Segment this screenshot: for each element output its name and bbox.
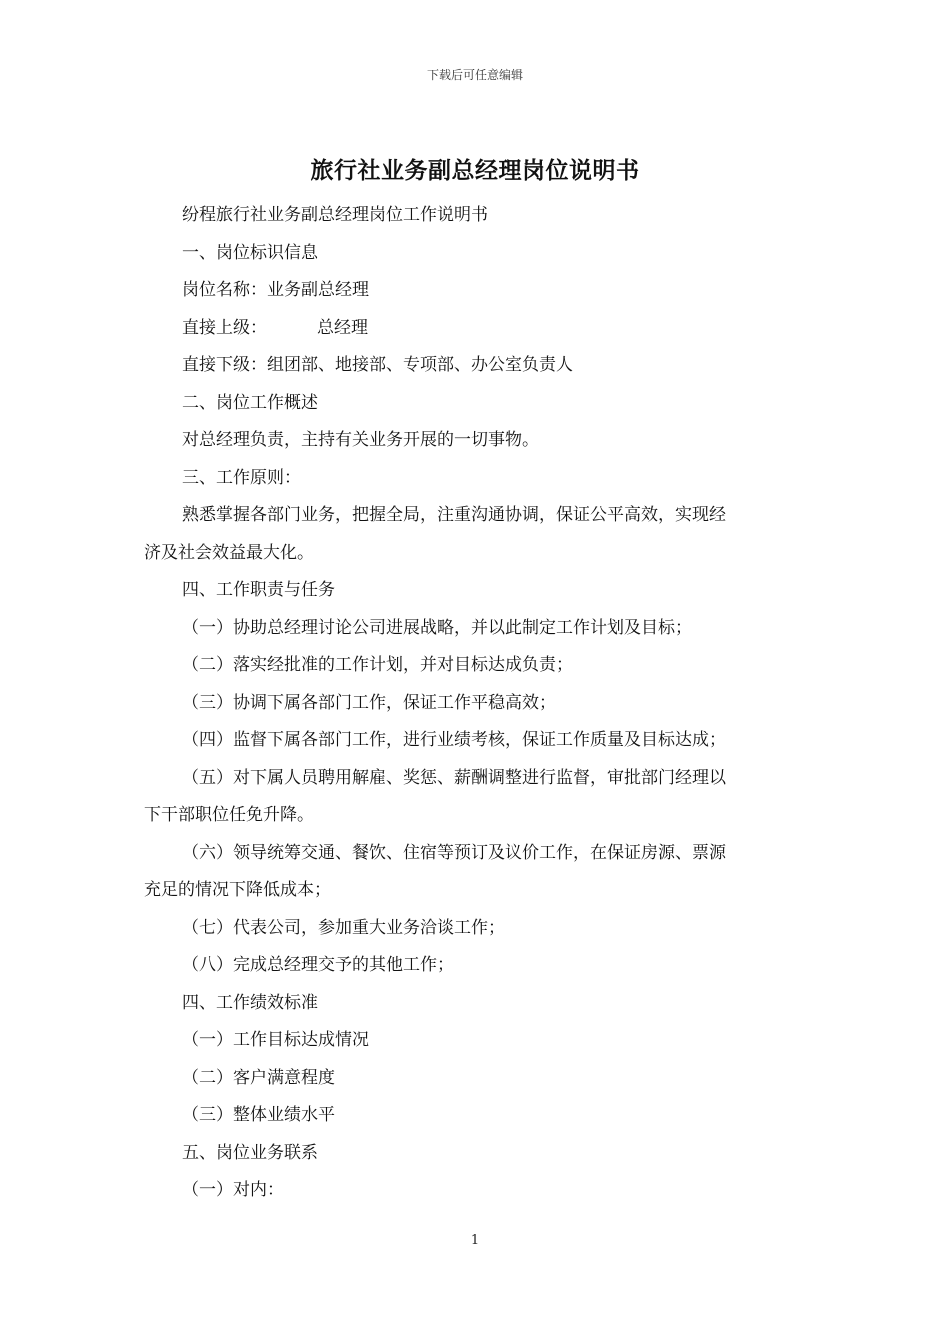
paragraph-continuation: 济及社会效益最大化。 [144, 542, 314, 563]
contact-item: （一）对内： [182, 1180, 284, 1200]
direct-superior-label: 直接上级： [182, 317, 267, 338]
section-heading: 四、工作绩效标准 [182, 992, 318, 1013]
standard-item: （二）客户满意程度 [182, 1067, 335, 1088]
section-heading: 一、岗位标识信息 [182, 242, 318, 263]
section-heading: 二、岗位工作概述 [182, 392, 318, 413]
section-heading: 三、工作原则： [182, 467, 301, 488]
duty-item: （三）协调下属各部门工作，保证工作平稳高效； [182, 692, 556, 713]
document-title: 旅行社业务副总经理岗位说明书 [310, 157, 640, 184]
header-note: 下载后可任意编辑 [426, 68, 523, 82]
section-heading: 四、工作职责与任务 [182, 580, 335, 600]
duty-item: （六）领导统筹交通、餐饮、住宿等预订及议价工作，在保证房源、票源 [182, 842, 726, 863]
doc-subtitle-line: 纷程旅行社业务副总经理岗位工作说明书 [182, 205, 488, 225]
standard-item: （一）工作目标达成情况 [182, 1030, 369, 1050]
duty-item: （一）协助总经理讨论公司进展战略，并以此制定工作计划及目标； [182, 617, 692, 638]
duty-item: （五）对下属人员聘用解雇、奖惩、薪酬调整进行监督，审批部门经理以 [182, 767, 726, 788]
standard-item: （三）整体业绩水平 [182, 1105, 335, 1125]
page-number: 1 [470, 1233, 480, 1248]
direct-superior-value: 总经理 [317, 317, 368, 338]
duty-item: （四）监督下属各部门工作，进行业绩考核，保证工作质量及目标达成； [182, 730, 726, 750]
paragraph-line: 对总经理负责，主持有关业务开展的一切事物。 [182, 430, 539, 450]
duty-item: （八）完成总经理交予的其他工作； [182, 955, 454, 975]
duty-item: （七）代表公司，参加重大业务洽谈工作； [182, 917, 505, 938]
direct-superior-line [144, 310, 808, 348]
paragraph-line: 熟悉掌握各部门业务，把握全局，注重沟通协调，保证公平高效，实现经 [182, 505, 726, 525]
duty-item: （二）落实经批准的工作计划，并对目标达成负责； [182, 655, 573, 675]
direct-subordinates-line: 直接下级：组团部、地接部、专项部、办公室负责人 [182, 355, 573, 375]
section-heading: 五、岗位业务联系 [182, 1142, 318, 1163]
position-name-line: 岗位名称：业务副总经理 [182, 280, 369, 300]
duty-item-continuation: 充足的情况下降低成本； [144, 880, 331, 900]
document-body [144, 197, 808, 1210]
duty-item-continuation: 下干部职位任免升降。 [144, 805, 314, 825]
